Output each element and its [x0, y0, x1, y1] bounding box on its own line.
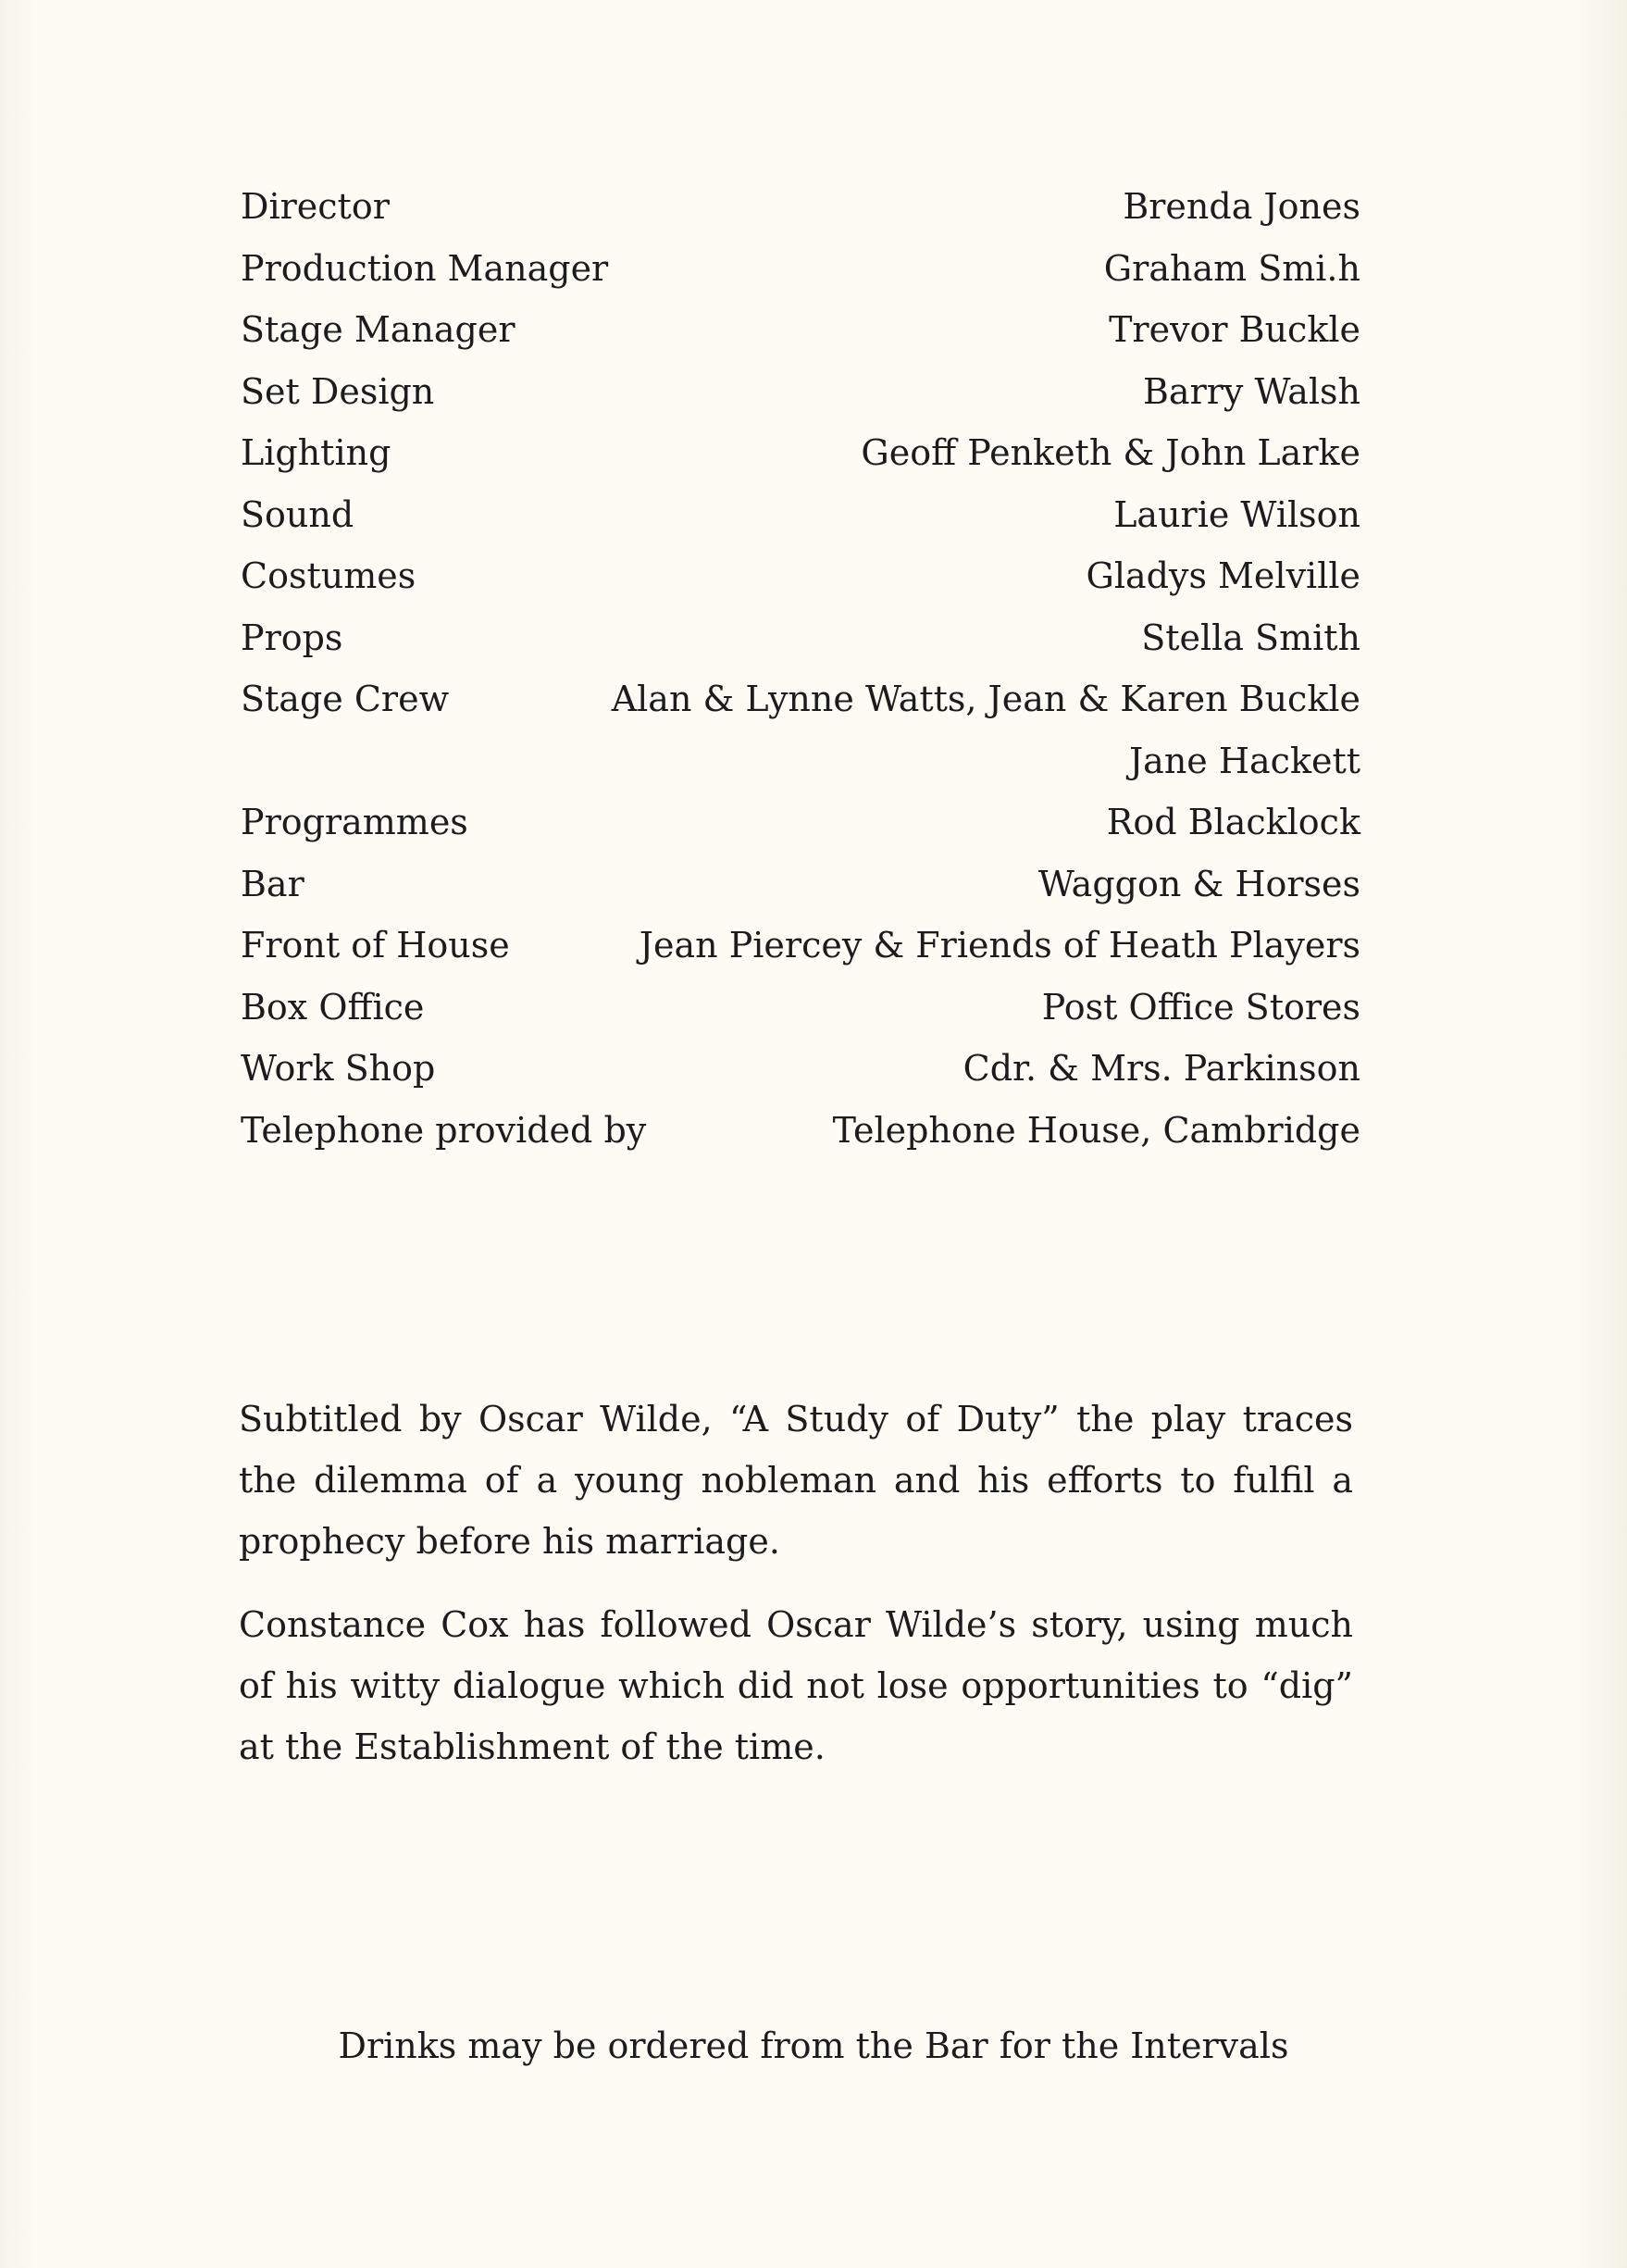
credit-row — [241, 977, 1360, 1039]
credit-role: Stage Manager — [241, 309, 515, 350]
credits-list — [241, 176, 1360, 1161]
credit-row — [241, 854, 1360, 916]
credit-name: Jane Hackett — [1128, 740, 1360, 781]
credit-role: Production Manager — [241, 247, 609, 289]
credit-row — [241, 361, 1360, 423]
credit-role: Costumes — [241, 555, 416, 596]
credit-role: Set Design — [241, 370, 435, 412]
credit-role: Lighting — [241, 432, 391, 473]
credit-role: Props — [241, 617, 343, 658]
credit-name: Brenda Jones — [1123, 186, 1360, 227]
credit-role: Box Office — [241, 986, 425, 1028]
credit-row — [241, 299, 1360, 361]
credit-name: Graham Smi.h — [1103, 247, 1360, 289]
credit-row — [241, 1038, 1360, 1100]
credit-row — [241, 238, 1360, 300]
credit-row — [241, 668, 1360, 730]
credit-role: Director — [241, 186, 390, 227]
credit-role: Sound — [241, 493, 354, 535]
credit-name: Rod Blacklock — [1106, 802, 1360, 842]
credit-row — [241, 607, 1360, 669]
synopsis-paragraph: Subtitled by Oscar Wilde, “A Study of Duty” the play traces the dilemma of a young nobleman and his efforts to fulfil a prophecy before his marriage. — [239, 1399, 1353, 1562]
credit-name: Geoff Penketh & John Larke — [861, 432, 1360, 473]
credit-role: Work Shop — [241, 1048, 436, 1089]
footer-note: Drinks may be ordered from the Bar for the Intervals — [338, 2025, 1289, 2066]
credit-row — [241, 176, 1360, 238]
credit-name: Jean Piercey & Friends of Heath Players — [639, 925, 1360, 966]
credit-name: Gladys Melville — [1086, 555, 1360, 596]
credit-name: Trevor Buckle — [1109, 309, 1360, 350]
synopsis — [239, 1389, 1353, 1800]
credit-row — [241, 422, 1360, 484]
credit-row — [241, 545, 1360, 607]
credit-row — [241, 915, 1360, 977]
synopsis-paragraph: Constance Cox has followed Oscar Wilde’s story, using much of his witty dialogue which did not lose opportunities to “dig” at the Establishment of the time. — [239, 1604, 1353, 1767]
credit-role: Telephone provided by — [241, 1109, 647, 1151]
credit-name: Post Office Stores — [1041, 986, 1360, 1028]
credit-row — [241, 1100, 1360, 1162]
credit-name: Waggon & Horses — [1037, 863, 1360, 904]
credit-role: Bar — [241, 863, 304, 904]
credit-name: Stella Smith — [1141, 617, 1360, 658]
credit-name: Telephone House, Cambridge — [832, 1109, 1360, 1151]
credit-name: Alan & Lynne Watts, Jean & Karen Buckle — [611, 679, 1360, 719]
credit-role: Programmes — [241, 802, 468, 842]
credit-row — [241, 791, 1360, 854]
credit-name: Laurie Wilson — [1113, 493, 1360, 535]
credit-name: Barry Walsh — [1143, 370, 1360, 412]
credit-name: Cdr. & Mrs. Parkinson — [963, 1048, 1360, 1089]
credit-role: Front of House — [241, 925, 510, 966]
credit-row — [241, 484, 1360, 546]
credit-row — [241, 730, 1360, 792]
credit-role: Stage Crew — [241, 679, 450, 719]
